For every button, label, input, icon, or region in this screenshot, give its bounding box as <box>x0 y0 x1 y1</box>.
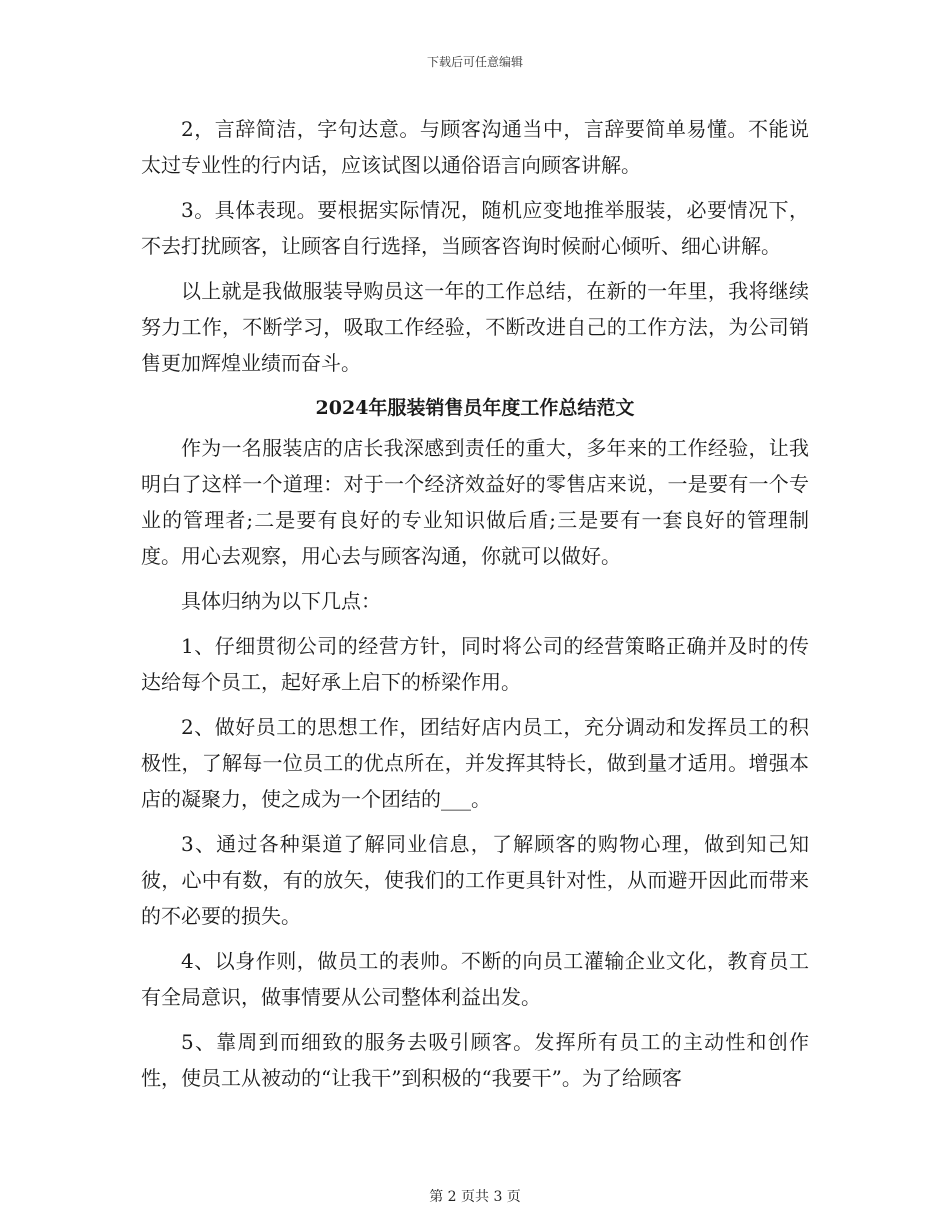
page-header: 下载后可任意编辑 <box>426 55 523 69</box>
paragraph-4: 作为一名服装店的店长我深感到责任的重大，多年来的工作经验，让我明白了这样一个道理：对于一个经济效益好的零售店来说，一是要有一个专业的管理者;二是要有良好的专业知识做后盾;三是要有一套良好的管理制度。用心去观察，用心去与顾客沟通，你就可以做好。 <box>141 436 809 568</box>
paragraph-5: 具体归纳为以下几点： <box>181 589 381 613</box>
paragraph-3: 以上就是我做服装导购员这一年的工作总结，在新的一年里，我将继续努力工作，不断学习，吸取工作经验，不断改进自己的工作方法，为公司销售更加辉煌业绩而奋斗。 <box>141 279 809 375</box>
section-heading: 2024年服装销售员年度工作总结范文 <box>315 397 635 419</box>
document-body <box>141 111 809 1105</box>
paragraph-7: 2、做好员工的思想工作，团结好店内员工，充分调动和发挥员工的积极性，了解每一位员工的优点所在，并发挥其特长，做到量才适用。增强本店的凝聚力，使之成为一个团结的___。 <box>141 715 809 811</box>
paragraph-8: 3、通过各种渠道了解同业信息，了解顾客的购物心理，做到知己知彼，心中有数，有的放矢，使我们的工作更具针对性，从而避开因此而带来的不必要的损失。 <box>141 832 809 928</box>
paragraph-6: 1、仔细贯彻公司的经营方针，同时将公司的经营策略正确并及时的传达给每个员工，起好承上启下的桥梁作用。 <box>141 634 809 694</box>
paragraph-2: 3。具体表现。要根据实际情况，随机应变地推举服装，必要情况下，不去打扰顾客，让顾客自行选择，当顾客咨询时候耐心倾听、细心讲解。 <box>141 198 809 258</box>
paragraph-9: 4、以身作则，做员工的表帅。不断的向员工灌输企业文化，教育员工有全局意识，做事情要从公司整体利益出发。 <box>141 949 809 1009</box>
paragraph-1: 2，言辞简洁，字句达意。与顾客沟通当中，言辞要简单易懂。不能说太过专业性的行内话，应该试图以通俗语言向顾客讲解。 <box>141 117 809 177</box>
page-footer: 第 2 页共 3 页 <box>429 1189 521 1205</box>
paragraph-10: 5、靠周到而细致的服务去吸引顾客。发挥所有员工的主动性和创作性，使员工从被动的“让我干”到积极的“我要干”。为了给顾客 <box>141 1030 809 1090</box>
